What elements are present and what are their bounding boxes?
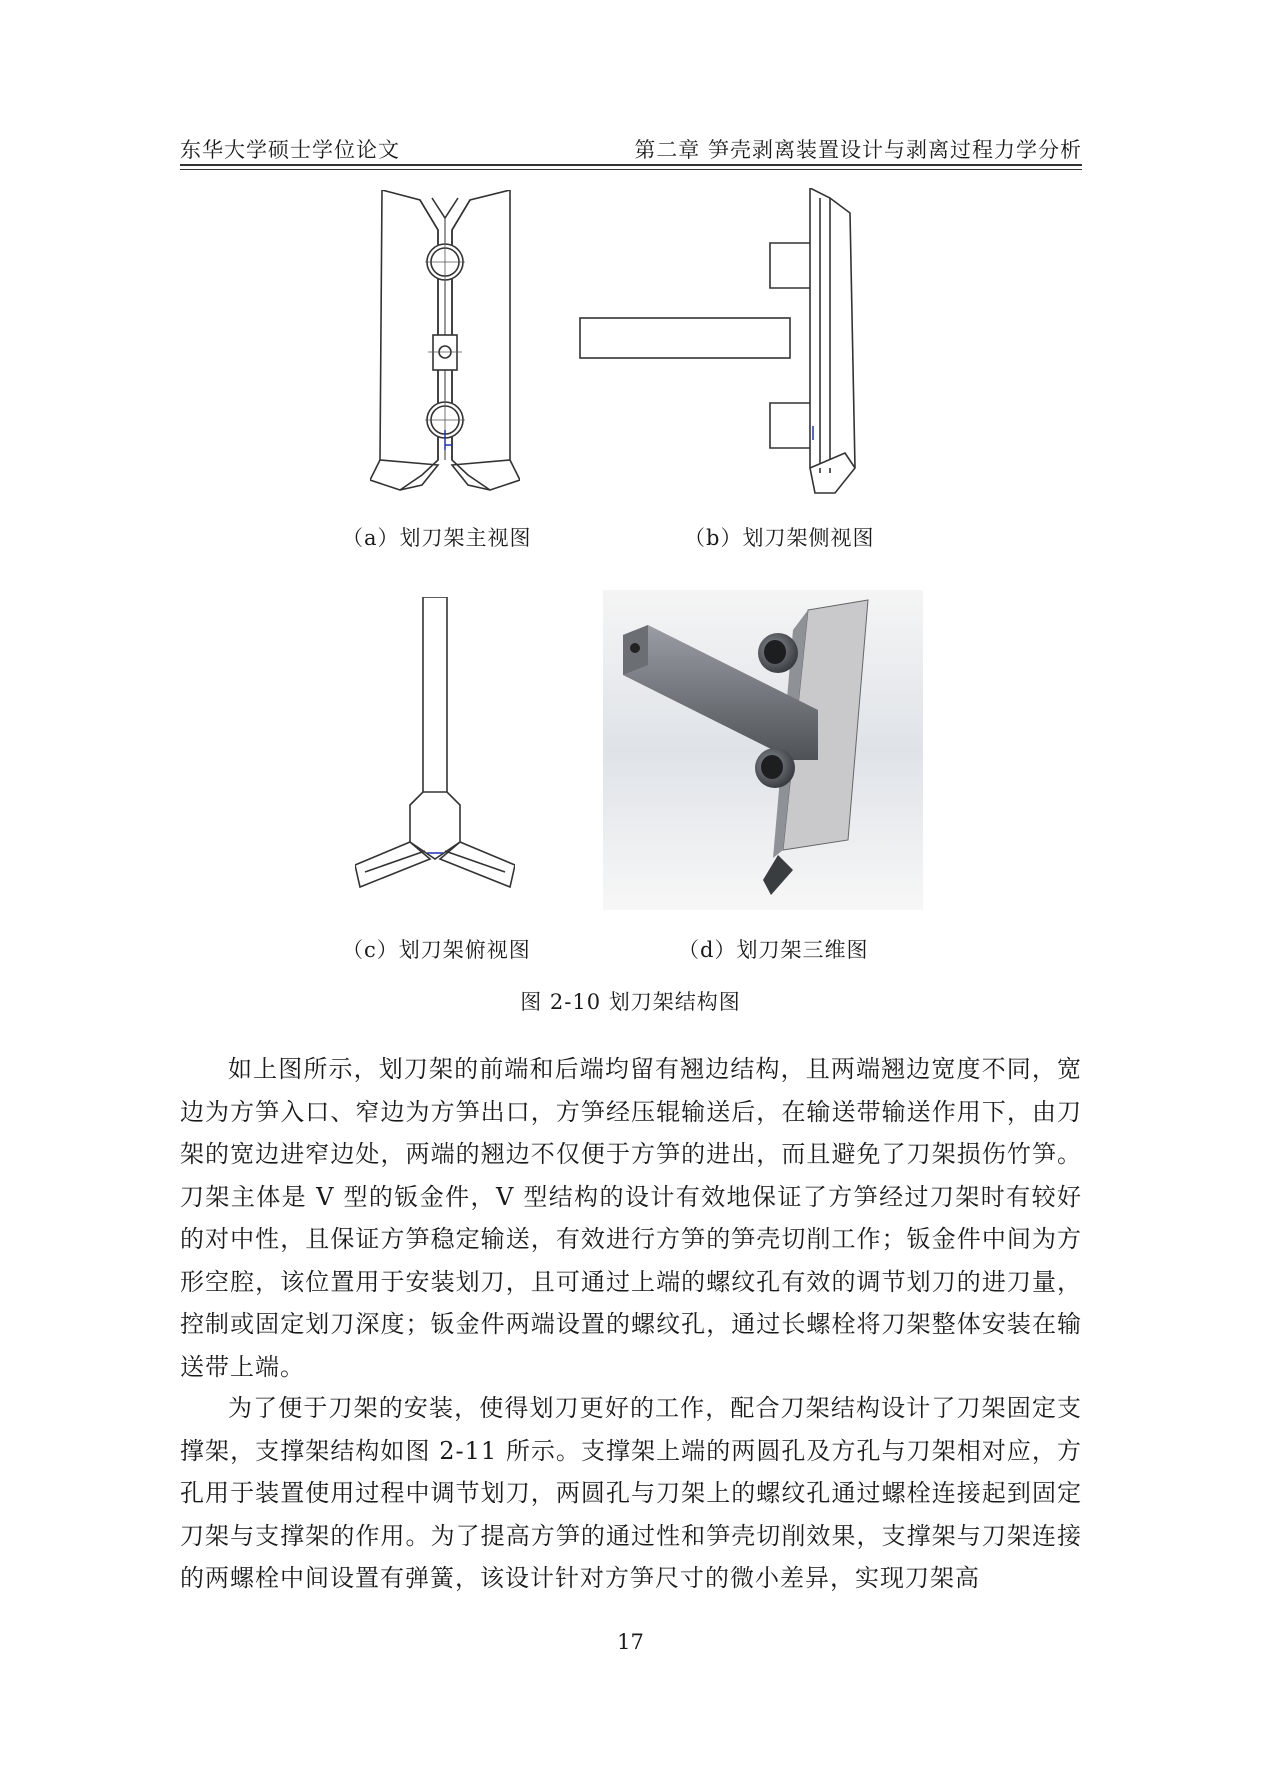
caption-b: （b）划刀架侧视图 — [684, 526, 875, 550]
body-paragraph-2: 为了便于刀架的安装，使得划刀更好的工作，配合刀架结构设计了刀架固定支撑架，支撑架结构如图 2-11 所示。支撑架上端的两圆孔及方孔与刀架相对应，方孔用于装置使用过程中调节划刀，两圆孔与刀架上的螺纹孔通过螺栓连接起到固定刀架与支撑架的作用。为了提高方笋的通过性和笋壳切削效果，支撑架与刀架连接的两螺栓中间设置有弹簧，该设计针对方笋尺寸的微小差异，实现刀架高 — [180, 1394, 1082, 1592]
body-paragraph-1: 如上图所示，划刀架的前端和后端均留有翘边结构，且两端翘边宽度不同，宽边为方笋入口、窄边为方笋出口，方笋经压辊输送后，在输送带输送作用下，由刀架的宽边进窄边处，两端的翘边不仅便于方笋的进出，而且避免了刀架损伤竹笋。刀架主体是 V 型的钣金件，V 型结构的设计有效地保证了方笋经过刀架时有较好的对中性，且保证方笋稳定输送，有效进行方笋的笋壳切削工作；钣金件中间为方形空腔，该位置用于安装划刀，且可通过上端的螺纹孔有效的调节划刀的进刀量，控制或固定划刀深度；钣金件两端设置的螺纹孔，通过长螺栓将刀架整体安装在输送带上端。 — [180, 1055, 1082, 1381]
caption-c: （c）划刀架俯视图 — [342, 938, 531, 962]
figure-title: 图 2-10 划刀架结构图 — [520, 990, 741, 1014]
caption-d: （d）划刀架三维图 — [678, 938, 869, 962]
figure-a-front-view — [370, 190, 520, 495]
page-number: 17 — [617, 1630, 644, 1654]
figure-b-side-view — [575, 188, 875, 498]
caption-a: （a）划刀架主视图 — [342, 526, 532, 550]
header-chapter-title: 第二章 笋壳剥离装置设计与剥离过程力学分析 — [634, 138, 1082, 162]
figure-d-3d-render — [603, 590, 923, 910]
running-header — [180, 134, 1082, 166]
figure-c-top-view — [355, 597, 515, 907]
header-thesis-title: 东华大学硕士学位论文 — [180, 138, 400, 162]
